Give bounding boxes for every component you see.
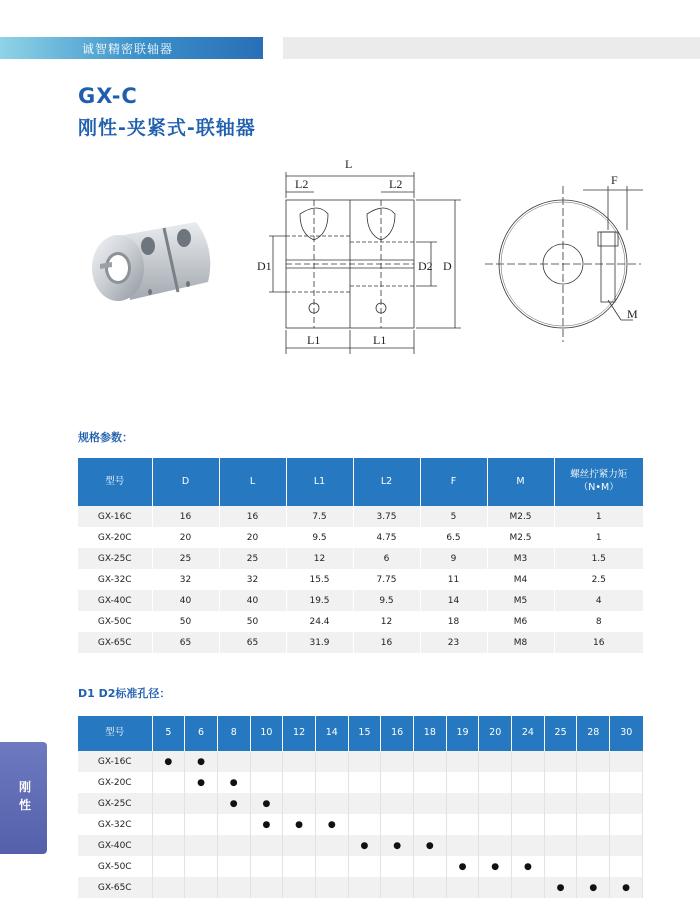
bore-cell xyxy=(446,751,479,772)
bore-cell xyxy=(348,856,381,877)
spec-cell: 19.5 xyxy=(286,590,353,611)
available-dot-icon: ● xyxy=(556,882,565,893)
spec-cell: 50 xyxy=(219,611,286,632)
bore-cell xyxy=(414,835,447,856)
bore-cell xyxy=(512,751,545,772)
bore-cell xyxy=(610,835,643,856)
bore-cell xyxy=(479,793,512,814)
spec-cell: GX-32C xyxy=(78,569,152,590)
available-dot-icon: ● xyxy=(491,861,500,872)
spec-cell: 65 xyxy=(152,632,219,653)
spec-cell: 6.5 xyxy=(420,527,487,548)
spec-cell: 40 xyxy=(219,590,286,611)
spec-cell: M5 xyxy=(487,590,554,611)
product-code: GX-C xyxy=(78,84,138,108)
bore-cell xyxy=(152,751,185,772)
spec-cell: 6 xyxy=(353,548,420,569)
bore-cell xyxy=(512,793,545,814)
spec-cell: GX-40C xyxy=(78,590,152,611)
bore-cell xyxy=(381,772,414,793)
spec-cell: 15.5 xyxy=(286,569,353,590)
svg-text:D2: D2 xyxy=(418,259,433,273)
bore-cell xyxy=(512,856,545,877)
bore-cell xyxy=(315,772,348,793)
bore-cell xyxy=(577,751,610,772)
header-bar-gray xyxy=(283,37,700,59)
bore-row xyxy=(78,793,643,814)
bore-cell xyxy=(577,772,610,793)
bore-model-cell: GX-65C xyxy=(78,877,152,898)
bore-cell xyxy=(348,793,381,814)
bore-cell xyxy=(381,856,414,877)
product-photo xyxy=(78,204,221,334)
bore-model-cell: GX-40C xyxy=(78,835,152,856)
category-side-tab xyxy=(0,742,47,854)
available-dot-icon: ● xyxy=(523,861,532,872)
spec-cell: 1 xyxy=(554,527,643,548)
svg-text:L1: L1 xyxy=(373,333,387,347)
bore-cell xyxy=(577,793,610,814)
available-dot-icon: ● xyxy=(197,756,205,767)
bore-cell xyxy=(479,772,512,793)
bore-cell xyxy=(185,835,218,856)
bore-cell xyxy=(381,835,414,856)
bore-cell xyxy=(348,835,381,856)
bore-model-cell: GX-32C xyxy=(78,814,152,835)
spec-cell: 50 xyxy=(152,611,219,632)
spec-cell: M3 xyxy=(487,548,554,569)
spec-cell: 14 xyxy=(420,590,487,611)
spec-cell: 9 xyxy=(420,548,487,569)
svg-text:F: F xyxy=(611,173,618,187)
bore-size-header: 24 xyxy=(512,716,545,751)
bore-model-cell: GX-25C xyxy=(78,793,152,814)
bore-cell xyxy=(185,772,218,793)
available-dot-icon: ● xyxy=(393,840,402,851)
bore-size-header: 16 xyxy=(381,716,414,751)
spec-row xyxy=(78,527,643,548)
spec-cell: 32 xyxy=(219,569,286,590)
bore-cell xyxy=(283,772,316,793)
spec-cell: 2.5 xyxy=(554,569,643,590)
bore-model-cell: GX-20C xyxy=(78,772,152,793)
bore-cell xyxy=(217,814,250,835)
spec-cell: 25 xyxy=(152,548,219,569)
bore-cell xyxy=(610,856,643,877)
bore-cell xyxy=(152,793,185,814)
spec-cell: 16 xyxy=(152,506,219,527)
bore-cell xyxy=(414,877,447,898)
bore-cell xyxy=(283,877,316,898)
bore-size-header: 30 xyxy=(610,716,643,751)
bore-cell xyxy=(544,877,577,898)
product-title: 刚性-夹紧式-联轴器 xyxy=(78,117,256,139)
bore-cell xyxy=(610,751,643,772)
spec-cell: GX-25C xyxy=(78,548,152,569)
bore-cell xyxy=(479,814,512,835)
bore-cell xyxy=(381,793,414,814)
bore-size-header: 5 xyxy=(152,716,185,751)
bore-cell xyxy=(446,856,479,877)
spec-column-header: L1 xyxy=(286,458,353,506)
bore-cell xyxy=(217,856,250,877)
bore-cell xyxy=(185,814,218,835)
spec-row xyxy=(78,590,643,611)
spec-row xyxy=(78,611,643,632)
bore-cell xyxy=(152,856,185,877)
spec-cell: GX-50C xyxy=(78,611,152,632)
bore-cell xyxy=(544,814,577,835)
bore-cell xyxy=(544,835,577,856)
available-dot-icon: ● xyxy=(458,861,467,872)
bore-cell xyxy=(250,814,283,835)
available-dot-icon: ● xyxy=(425,840,434,851)
bore-cell xyxy=(446,772,479,793)
bore-cell xyxy=(544,751,577,772)
spec-column-header: L2 xyxy=(353,458,420,506)
bore-cell xyxy=(577,877,610,898)
available-dot-icon: ● xyxy=(327,819,336,830)
svg-text:D: D xyxy=(443,259,452,273)
bore-row xyxy=(78,772,643,793)
side-tab-label: 刚性 xyxy=(19,780,32,812)
bore-cell xyxy=(544,793,577,814)
bore-row xyxy=(78,877,643,898)
brand-name: 诚智精密联轴器 xyxy=(82,42,174,56)
spec-cell: 11 xyxy=(420,569,487,590)
bore-cell xyxy=(479,877,512,898)
spec-cell: 1.5 xyxy=(554,548,643,569)
bore-size-header: 20 xyxy=(479,716,512,751)
spec-cell: 7.5 xyxy=(286,506,353,527)
bore-cell xyxy=(315,835,348,856)
bore-cell xyxy=(315,793,348,814)
bore-cell xyxy=(577,814,610,835)
spec-cell: 4 xyxy=(554,590,643,611)
spec-cell: GX-16C xyxy=(78,506,152,527)
bore-cell xyxy=(250,793,283,814)
bore-cell xyxy=(283,793,316,814)
bore-cell xyxy=(577,856,610,877)
bore-cell xyxy=(283,835,316,856)
spec-cell: M6 xyxy=(487,611,554,632)
bore-cell xyxy=(283,751,316,772)
bore-cell xyxy=(512,877,545,898)
bore-cell xyxy=(185,751,218,772)
bore-cell xyxy=(544,772,577,793)
bore-cell xyxy=(414,856,447,877)
available-dot-icon: ● xyxy=(164,756,173,767)
bore-cell xyxy=(283,814,316,835)
spec-column-header: L xyxy=(219,458,286,506)
bore-header-row xyxy=(78,716,643,751)
bore-cell xyxy=(348,877,381,898)
svg-text:L2: L2 xyxy=(295,177,309,191)
bore-size-header: 28 xyxy=(577,716,610,751)
bore-cell xyxy=(250,856,283,877)
spec-cell: 7.75 xyxy=(353,569,420,590)
bore-size-header: 19 xyxy=(446,716,479,751)
bore-cell xyxy=(348,751,381,772)
bore-cell xyxy=(512,772,545,793)
bore-cell xyxy=(315,814,348,835)
bore-cell xyxy=(217,835,250,856)
spec-cell: 23 xyxy=(420,632,487,653)
spec-cell: 4.75 xyxy=(353,527,420,548)
bore-row xyxy=(78,835,643,856)
bore-cell xyxy=(512,835,545,856)
bore-cell xyxy=(610,814,643,835)
available-dot-icon: ● xyxy=(622,882,630,893)
bore-cell xyxy=(348,814,381,835)
bore-row xyxy=(78,814,643,835)
bore-cell xyxy=(185,856,218,877)
bore-cell xyxy=(414,772,447,793)
bore-cell xyxy=(414,793,447,814)
bore-cell xyxy=(544,856,577,877)
bore-cell xyxy=(283,856,316,877)
bore-cell xyxy=(250,877,283,898)
bore-cell xyxy=(250,835,283,856)
technical-drawing xyxy=(255,150,655,360)
spec-cell: 9.5 xyxy=(353,590,420,611)
bore-cell xyxy=(479,856,512,877)
bore-cell xyxy=(315,856,348,877)
spec-cell: M2.5 xyxy=(487,506,554,527)
spec-table xyxy=(78,458,643,653)
spec-cell: 12 xyxy=(353,611,420,632)
spec-section-title: 规格参数： xyxy=(78,431,133,444)
bore-cell xyxy=(479,751,512,772)
available-dot-icon: ● xyxy=(197,777,205,788)
spec-column-header: 型号 xyxy=(78,458,152,506)
bore-row xyxy=(78,751,643,772)
bore-cell xyxy=(577,835,610,856)
bore-cell xyxy=(381,877,414,898)
svg-text:L2: L2 xyxy=(389,177,403,191)
available-dot-icon: ● xyxy=(262,819,271,830)
spec-cell: 16 xyxy=(353,632,420,653)
svg-text:M: M xyxy=(627,307,638,321)
bore-cell xyxy=(217,793,250,814)
bore-model-header: 型号 xyxy=(78,716,152,751)
bore-size-header: 18 xyxy=(414,716,447,751)
spec-cell: 16 xyxy=(554,632,643,653)
bore-body xyxy=(78,751,643,898)
spec-cell: 3.75 xyxy=(353,506,420,527)
bore-cell xyxy=(217,772,250,793)
bore-cell xyxy=(250,772,283,793)
spec-cell: 24.4 xyxy=(286,611,353,632)
bore-cell xyxy=(479,835,512,856)
bore-cell xyxy=(315,751,348,772)
bore-cell xyxy=(446,814,479,835)
bore-model-cell: GX-50C xyxy=(78,856,152,877)
spec-column-header: D xyxy=(152,458,219,506)
bore-cell xyxy=(217,877,250,898)
bore-cell xyxy=(446,793,479,814)
svg-text:D1: D1 xyxy=(257,259,272,273)
available-dot-icon: ● xyxy=(262,798,271,809)
spec-column-header: 螺丝拧紧力矩 （N•M） xyxy=(554,458,643,506)
bore-size-header: 14 xyxy=(315,716,348,751)
spec-cell: 20 xyxy=(219,527,286,548)
bore-cell xyxy=(381,814,414,835)
spec-row xyxy=(78,506,643,527)
bore-cell xyxy=(610,877,643,898)
bore-cell xyxy=(152,772,185,793)
spec-row xyxy=(78,548,643,569)
spec-column-header: F xyxy=(420,458,487,506)
bore-cell xyxy=(414,751,447,772)
bore-size-header: 10 xyxy=(250,716,283,751)
available-dot-icon: ● xyxy=(589,882,598,893)
bore-cell xyxy=(512,814,545,835)
bore-cell xyxy=(152,877,185,898)
bore-cell xyxy=(217,751,250,772)
spec-cell: 25 xyxy=(219,548,286,569)
bore-cell xyxy=(315,877,348,898)
spec-cell: M4 xyxy=(487,569,554,590)
available-dot-icon: ● xyxy=(360,840,369,851)
svg-text:L1: L1 xyxy=(307,333,321,347)
spec-row xyxy=(78,569,643,590)
bore-cell xyxy=(446,877,479,898)
bore-cell xyxy=(250,751,283,772)
bore-size-header: 15 xyxy=(348,716,381,751)
spec-cell: GX-65C xyxy=(78,632,152,653)
bore-row xyxy=(78,856,643,877)
bore-size-header: 25 xyxy=(544,716,577,751)
bore-cell xyxy=(152,814,185,835)
bore-cell xyxy=(610,772,643,793)
bore-size-header: 8 xyxy=(217,716,250,751)
spec-cell: 31.9 xyxy=(286,632,353,653)
spec-column-header: M xyxy=(487,458,554,506)
bore-model-cell: GX-16C xyxy=(78,751,152,772)
bore-cell xyxy=(610,793,643,814)
bore-cell xyxy=(414,814,447,835)
bore-cell xyxy=(152,835,185,856)
spec-cell: 20 xyxy=(152,527,219,548)
spec-cell: 16 xyxy=(219,506,286,527)
spec-cell: 18 xyxy=(420,611,487,632)
bore-size-header: 12 xyxy=(283,716,316,751)
header-banner xyxy=(0,37,263,59)
svg-text:L: L xyxy=(345,157,353,171)
spec-cell: M2.5 xyxy=(487,527,554,548)
spec-cell: 5 xyxy=(420,506,487,527)
spec-body xyxy=(78,506,643,653)
available-dot-icon: ● xyxy=(229,777,238,788)
available-dot-icon: ● xyxy=(295,819,304,830)
spec-cell: 32 xyxy=(152,569,219,590)
spec-header-row xyxy=(78,458,643,506)
spec-cell: 12 xyxy=(286,548,353,569)
spec-cell: 40 xyxy=(152,590,219,611)
spec-cell: GX-20C xyxy=(78,527,152,548)
bore-cell xyxy=(185,793,218,814)
available-dot-icon: ● xyxy=(229,798,238,809)
bore-table xyxy=(78,716,643,898)
spec-cell: 8 xyxy=(554,611,643,632)
bore-cell xyxy=(381,751,414,772)
spec-cell: 65 xyxy=(219,632,286,653)
spec-row xyxy=(78,632,643,653)
bore-cell xyxy=(446,835,479,856)
bore-section-title: D1 D2标准孔径： xyxy=(78,687,171,700)
spec-cell: 1 xyxy=(554,506,643,527)
bore-cell xyxy=(348,772,381,793)
spec-cell: M8 xyxy=(487,632,554,653)
bore-cell xyxy=(185,877,218,898)
spec-cell: 9.5 xyxy=(286,527,353,548)
bore-size-header: 6 xyxy=(185,716,218,751)
